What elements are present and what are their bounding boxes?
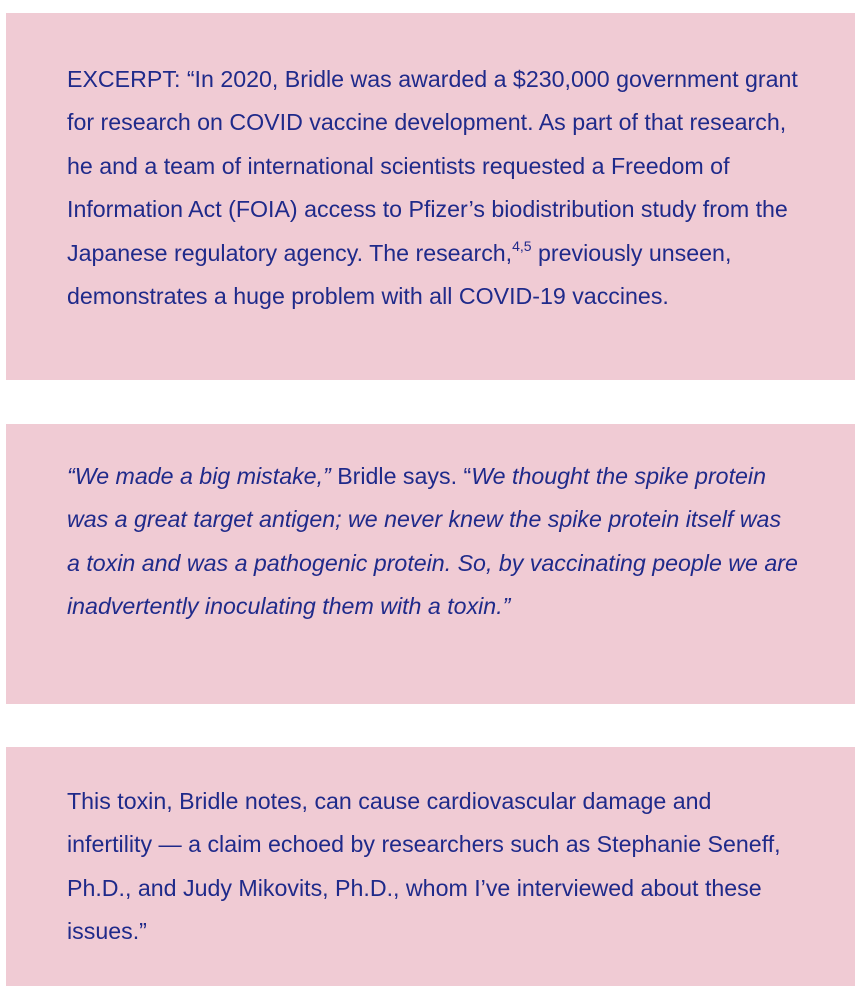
quote-paragraph	[67, 455, 799, 629]
quote-text-part1: “We made a big mistake,”	[67, 463, 331, 489]
closing-paragraph: This toxin, Bridle notes, can cause cardiovascular damage and infertility — a claim echoed by researchers such as Stephanie Seneff, Ph.D., and Judy Mikovits, Ph.D., whom I’ve interviewed about these issues.”	[67, 788, 781, 945]
footnote-reference[interactable]: 4,5	[512, 237, 532, 254]
excerpt-text-start: EXCERPT: “In 2020, Bridle was awarded a $230,000 government grant for research on COVID vaccine development. As part of that research, he and a team of international scientists requested a Freedom of Information Act (FOIA) access to Pfizer’s biodistribution study from the Japanese regulatory agency. The research,	[67, 66, 798, 266]
quote-attribution: Bridle says. “	[330, 463, 472, 489]
quote-text-part2: We thought the spike protein was a great target antigen; we never knew the spike protein itself was a toxin and was a pathogenic protein. So, by vaccinating people we are inadvertently inoculating them with a toxin.”	[67, 463, 798, 620]
quote-box	[6, 424, 855, 704]
excerpt-text-end: previously unseen, demonstrates a huge problem with all COVID-19 vaccines.	[67, 239, 732, 310]
excerpt-paragraph	[67, 58, 799, 318]
closing-box	[6, 747, 855, 986]
excerpt-box	[6, 13, 855, 380]
